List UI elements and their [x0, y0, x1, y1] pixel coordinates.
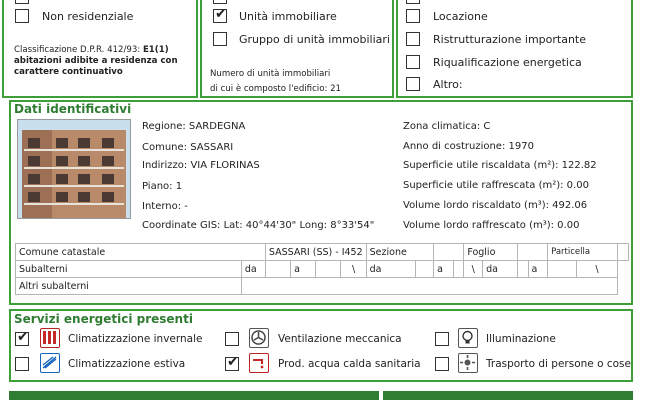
motivation-box [396, 0, 633, 98]
sub-slash-1: \ [341, 261, 366, 278]
catasto-row-altri [16, 278, 629, 295]
catasto-table [15, 243, 629, 295]
numero-unita-line2: di cui è composto l'edificio: 21 [210, 84, 342, 94]
riqualificazione-checkbox[interactable] [406, 55, 420, 69]
elevator-icon-svg [459, 354, 476, 371]
unita-immobiliare-label: Unità immobiliare [239, 10, 337, 23]
sub-a-1-value[interactable] [316, 261, 341, 278]
foglio-label: Foglio [464, 244, 518, 261]
altro-label: Altro: [433, 78, 463, 91]
elevator-icon [458, 353, 478, 373]
illuminazione-checkbox[interactable] [435, 332, 449, 346]
sub-da-3-value[interactable] [517, 261, 528, 278]
lightbulb-icon-svg [459, 329, 476, 346]
catasto-row-subalterni [16, 261, 629, 278]
faucet-icon-svg [250, 354, 267, 371]
climatizzazione-estiva-label: Climatizzazione estiva [68, 358, 186, 370]
illuminazione-label: Illuminazione [486, 333, 556, 345]
altro-checkbox[interactable] [406, 77, 420, 91]
numero-unita-line1: Numero di unità immobiliari [210, 69, 331, 79]
comune-catastale-label: Comune catastale [16, 244, 266, 261]
dati-identificativi-title: Dati identificativi [14, 102, 132, 116]
ventilazione-checkbox[interactable] [225, 332, 239, 346]
classificazione-label [14, 45, 169, 55]
locazione-label: Locazione [433, 10, 488, 23]
radiator-icon-svg [41, 329, 58, 346]
altri-subalterni-value[interactable] [241, 278, 617, 295]
ristrutturazione-label: Ristrutturazione importante [433, 33, 587, 46]
ventilazione-label: Ventilazione meccanica [278, 333, 402, 345]
classificazione-code: E1(1) [142, 45, 169, 55]
altri-subalterni-label: Altri subalterni [16, 278, 242, 295]
edificio-checkbox[interactable] [213, 0, 227, 4]
gruppo-unita-checkbox[interactable] [213, 32, 227, 46]
fan-icon-svg [250, 329, 267, 346]
coordinate-gis-value: Coordinate GIS: Lat: 40°44'30" Long: 8°33'54" [142, 220, 375, 231]
piano-value: Piano: 1 [142, 181, 183, 192]
cooling-icon [40, 353, 60, 373]
gruppo-unita-label: Gruppo di unità immobiliari [239, 33, 390, 46]
acqua-calda-label: Prod. acqua calda sanitaria [278, 358, 421, 370]
next-section-header-bar [9, 391, 379, 400]
climatizzazione-estiva-checkbox[interactable] [15, 357, 29, 371]
residenziale-checkbox[interactable] [15, 0, 29, 4]
cooling-icon-svg [41, 354, 58, 371]
trasporto-label: Trasporto di persone o cose [486, 358, 631, 370]
superficie-riscaldata-value: Superficie utile riscaldata (m²): 122.82 [403, 160, 597, 171]
climatizzazione-invernale-label: Climatizzazione invernale [68, 333, 203, 345]
ristrutturazione-checkbox[interactable] [406, 32, 420, 46]
particella-label: Particella [548, 244, 618, 261]
classificazione-desc-1: abitazioni adibite a residenza con [14, 56, 178, 66]
sub-da-3: da [483, 261, 518, 278]
sub-da-1: da [241, 261, 265, 278]
sub-a-3: a [528, 261, 548, 278]
indirizzo-value: Indirizzo: VIA FLORINAS [142, 160, 260, 171]
riqualificazione-label: Riqualificazione energetica [433, 56, 582, 69]
servizi-energetici-title: Servizi energetici presenti [14, 312, 193, 326]
sub-a-2-value[interactable] [453, 261, 464, 278]
acqua-calda-checkbox[interactable] [225, 357, 239, 371]
anno-costruzione-value: Anno di costruzione: 1970 [403, 141, 534, 152]
regione-value: Regione: SARDEGNA [142, 121, 246, 132]
sub-da-2: da [366, 261, 415, 278]
comune-value: Comune: SASSARI [142, 142, 234, 153]
non-residenziale-checkbox[interactable] [15, 9, 29, 23]
building-photo-svg [18, 120, 130, 218]
superficie-raffrescata-value: Superficie utile raffrescata (m²): 0.00 [403, 180, 589, 191]
building-photo [17, 119, 131, 219]
sub-slash-2: \ [464, 261, 483, 278]
fan-icon [249, 328, 269, 348]
sub-da-2-value[interactable] [415, 261, 433, 278]
next-section-header-bar-right [383, 391, 633, 400]
volume-raffrescato-value: Volume lordo raffrescato (m³): 0.00 [403, 220, 580, 231]
sezione-label: Sezione [366, 244, 433, 261]
passaggio-checkbox[interactable] [406, 0, 420, 4]
classificazione-desc-2: carattere continuativo [14, 67, 123, 77]
sub-a-3-value[interactable] [548, 261, 577, 278]
unita-immobiliare-checkbox[interactable] [213, 9, 227, 23]
lightbulb-icon [458, 328, 478, 348]
classificazione-label-text: Classificazione D.P.R. 412/93: [14, 45, 141, 55]
climatizzazione-invernale-checkbox[interactable] [15, 332, 29, 346]
subalterni-label: Subalterni [16, 261, 242, 278]
locazione-checkbox[interactable] [406, 9, 420, 23]
faucet-icon [249, 353, 269, 373]
interno-value: Interno: - [142, 201, 188, 212]
comune-catastale-value: SASSARI (SS) - I452 [265, 244, 366, 261]
sezione-value[interactable] [434, 244, 464, 261]
catasto-row-comune [16, 244, 629, 261]
volume-riscaldato-value: Volume lordo riscaldato (m³): 492.06 [403, 200, 588, 211]
sub-a-2: a [434, 261, 454, 278]
sub-da-1-value[interactable] [265, 261, 290, 278]
sub-slash-3: \ [576, 261, 618, 278]
non-residenziale-label: Non residenziale [42, 10, 134, 23]
zona-climatica-value: Zona climatica: C [403, 121, 491, 132]
particella-value[interactable] [618, 244, 629, 261]
radiator-icon [40, 328, 60, 348]
trasporto-checkbox[interactable] [435, 357, 449, 371]
sub-a-1: a [291, 261, 316, 278]
foglio-value[interactable] [517, 244, 547, 261]
